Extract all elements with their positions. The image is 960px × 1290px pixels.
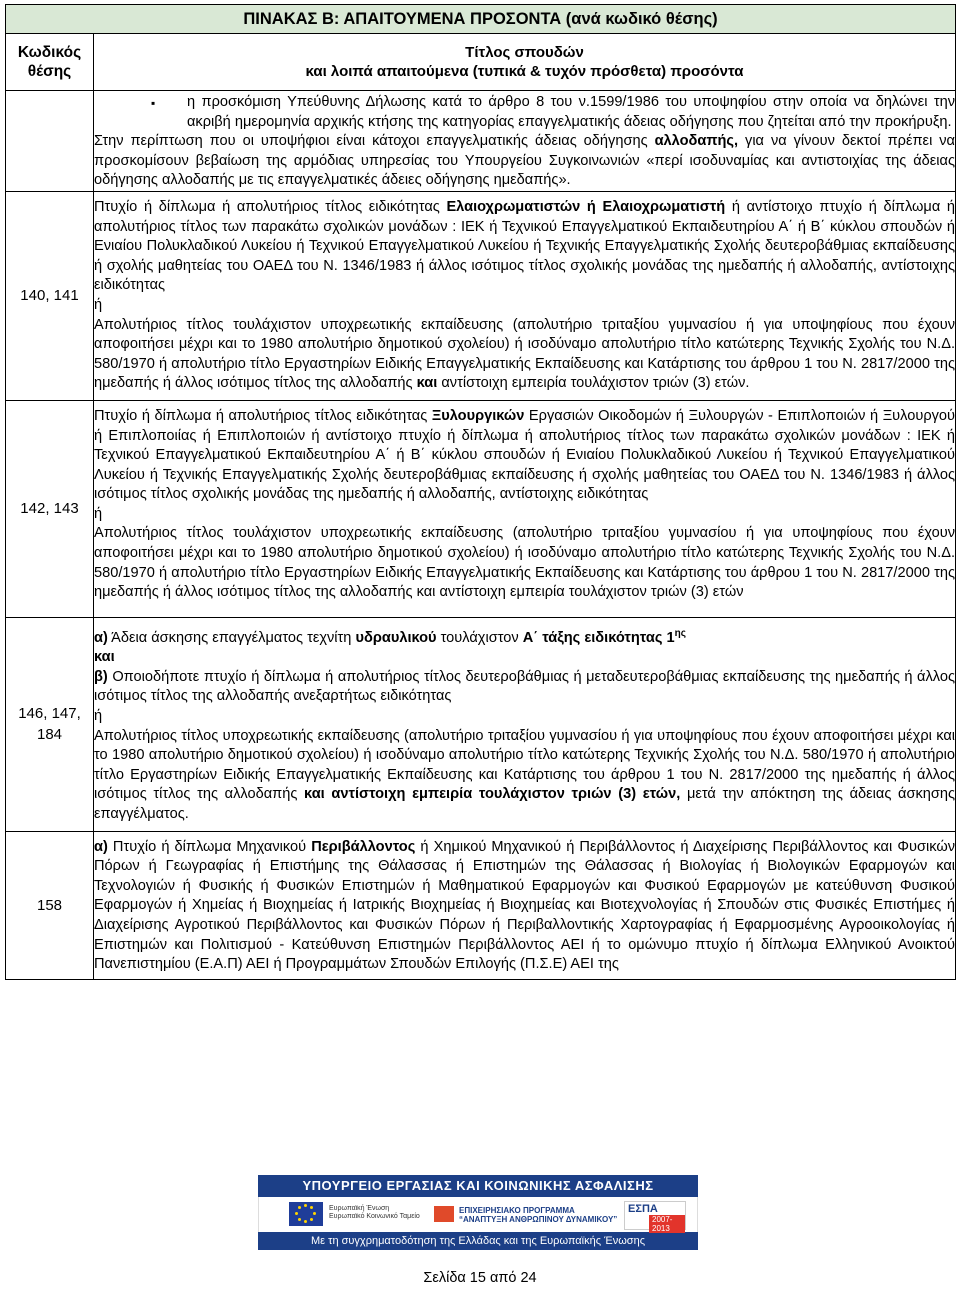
item-label: α) <box>94 838 108 855</box>
paragraph <box>94 316 955 394</box>
qualification-text <box>94 191 956 400</box>
ministry-title: ΥΠΟΥΡΓΕΙΟ ΕΡΓΑΣΙΑΣ ΚΑΙ ΚΟΙΝΩΝΙΚΗΣ ΑΣΦΑΛΙΣΗΣ <box>258 1175 698 1197</box>
paragraph <box>94 198 955 296</box>
page-number: Σελίδα 15 από 24 <box>423 1270 537 1286</box>
table-row <box>6 91 956 192</box>
header-code-line2: θέσης <box>27 63 72 80</box>
bullet-icon: ▪ <box>151 96 156 110</box>
program-label <box>459 1206 617 1224</box>
program-label-line2: “ΑΝΑΠΤΥΞΗ ΑΝΘΡΩΠΙΝΟΥ ΔΥΝΑΜΙΚΟΥ” <box>459 1215 618 1224</box>
position-code <box>6 91 94 192</box>
paragraph <box>94 132 955 191</box>
eu-label-line2: Ευρωπαϊκό Κοινωνικό Ταμείο <box>329 1213 420 1220</box>
eu-label <box>329 1205 420 1221</box>
text-span: Οποιοδήποτε πτυχίο ή δίπλωμα ή απολυτήριος τίτλος δευτεροβάθμιας ή μεταδευτεροβάθμιας εκπαίδευσης της ημεδαπής ή άλλος ισότιμος τίτλος της αλλοδαπής ανεξαρτήτως ειδικότητας <box>94 668 956 705</box>
text-span: ή αντίστοιχο πτυχίο ή δίπλωμα ή απολυτήριος τίτλος των παρακάτω σχολικών μονάδων : ΙΕΚ ή Τεχνικού Επαγγελματικού Εκπαιδευτηρίου Α΄ ή Β΄ κύκλου σπουδών ή Ενιαίου Πολυκλαδικού Λυκείου ή Τεχνικού Επαγγελματικού Λυκείου ή Τεχνικής Επαγγελματικής Σχολής δευτεροβάθμιας εκπαίδευσης ή σχολής μαθητείας του ΟΑΕΔ του Ν. 1346/1983 ή άλλος ισότιμος τίτλος σχολικής μονάδας της ημεδαπής ή αλλοδαπής, αντίστοιχης ειδικότητας <box>94 198 956 294</box>
text-span: Στην περίπτωση που οι υποψήφιοι είναι κάτοχοι επαγγελματικής άδειας οδήγησης <box>94 133 655 150</box>
item-label: α) <box>94 629 108 646</box>
text-span: Πτυχίο ή δίπλωμα Μηχανικού <box>107 838 312 855</box>
text-span: τουλάχιστον <box>436 629 523 646</box>
espa-logo <box>624 1201 686 1233</box>
paragraph <box>94 624 955 648</box>
text-span: Εργασιών Οικοδομών ή Ξυλουργών - Επιπλοποιών ή Ξυλουργού ή Επιπλοποιίας ή Επιπλοποιών ή αντίστοιχο πτυχίο ή δίπλωμα ή απολυτήριος τίτλος των παρακάτω σχολικών μονάδων : ΙΕΚ ή Τεχνικού Επαγγελματικού Εκπαιδευτηρίου Α΄ ή Β΄ κύκλου σπουδών ή Ενιαίου Πολυκλαδικού Λυκείου ή Τεχνικού Επαγγελματικού Λυκείου ή Τεχνικής Επαγγελματικής Σχολής δευτεροβάθμιας εκπαίδευσης ή σχολής μαθητείας του ΟΑΕΔ του Ν. 1346/1983 ή άλλος ισότιμος τίτλος σχολικής μονάδας της ημεδαπής ή αλλοδαπής, αντίστοιχης ειδικότητας <box>94 407 956 503</box>
text-span: Πτυχίο ή δίπλωμα ή απολυτήριος τίτλος ειδικότητας <box>94 198 447 215</box>
position-code: 142, 143 <box>6 400 94 617</box>
espa-title: ΕΣΠΑ <box>628 1203 658 1215</box>
table-header-row <box>6 34 956 91</box>
text-span: ή Χημικού Μηχανικού ή Περιβάλλοντος ή Διαχείρισης Περιβάλλοντος και Φυσικών Πόρων ή Γεωγραφίας ή Επιστήμης της Θάλασσας ή Επιστημών της Θάλασσας ή Βιολογίας ή Βιολογικών Εφαρμογών και Τεχνολογιών ή Φυσικής ή Φυσικών Επιστημών ή Μαθηματικού Εφαρμογών και Φυσικού Εφαρμογών με κατεύθυνση Φυσικού Εφαρμογών ή Χημείας ή Βιοχημείας ή Ιατρικής Βιοχημείας ή Βιοχημείας και Βιοτεχνολογίας ή Σπουδών στις Φυσικές Επιστήμες ή Διαχείρισης Αγροτικού Περιβάλλοντος και Φυσικών Πόρων ή Περιβαλλοντικής Χαρτογραφίας ή Εφαρμοσμένης Αγροοικολογίας ή Επιστημών και Πολιτισμού - Κατεύθυνση Επιστημών Περιβάλλοντος ΑΕΙ ή το ομώνυμο πτυχίο ή δίπλωμα Ελληνικού Ανοικτού Πανεπιστημίου (Ε.Α.Π) ΑΕΙ ή Προγραμμάτων Σπουδών Επιλογής (Π.Σ.Ε) ΑΕΙ της <box>94 838 956 973</box>
text-span: μετά την απόκτηση της άδειας άσκησης επαγγέλματος. <box>94 786 956 823</box>
table-title-row <box>6 5 956 34</box>
text-span: Απολυτήριος τίτλος υποχρεωτικής εκπαίδευσης (απολυτήριο τριταξίου γυμνασίου ή για υποψηφίους που έχουν αποφοιτήσει μέχρι και το 1980 απολυτήριο δημοτικού σχολείου) ή ισοδύναμο απολυτήριο τίτλο κατώτερης Τεχνικής Σχολής του Ν.Δ. 580/1970 ή απολυτήριο τίτλο Εργαστηρίων Ειδικής Επαγγελματικής Εκπαίδευσης και Κατάρτισης του άρθρου 1 του Ν. 2817/2000 της ημεδαπής ή άλλος ισότιμος τίτλος της αλλοδαπής <box>94 727 956 803</box>
qualification-text <box>94 617 956 831</box>
text-span: Άδεια άσκησης επαγγέλματος τεχνίτη <box>107 629 356 646</box>
table-row <box>6 617 956 831</box>
qualification-text <box>94 400 956 617</box>
position-code: 158 <box>6 831 94 979</box>
table-row <box>6 191 956 400</box>
paragraph: Απολυτήριος τίτλος τουλάχιστον υποχρεωτικής εκπαίδευσης (απολυτήριο τριταξίου γυμνασίου ή για υποψηφίους που έχουν αποφοιτήσει μέχρι και το 1980 απολυτήριο δημοτικού σχολείου) ή ισοδύναμο απολυτήριο τίτλο κατώτερης Τεχνικής Σχολής του Ν.Δ. 580/1970 ή απολυτήριο τίτλο Εργαστηρίων Ειδικής Επαγγελματικής Εκπαίδευσης και Κατάρτισης του άρθρου 1 του Ν. 2817/2000 της ημεδαπής ή άλλος ισότιμος τίτλος της αλλοδαπής και αντίστοιχη εμπειρία τουλάχιστον τριών (3) ετών <box>94 525 956 601</box>
text-span: αντίστοιχη εμπειρία τουλάχιστον τριών (3) ετών. <box>437 375 750 392</box>
item-label: β) <box>94 668 108 685</box>
and-separator <box>94 648 955 668</box>
text-bold: και αντίστοιχη εμπειρία τουλάχιστον τριών (3) ετών, <box>304 786 681 803</box>
qualification-text <box>94 91 956 192</box>
or-separator: ή <box>94 296 103 313</box>
text-bold: αλλοδαπής, <box>654 133 739 150</box>
bullet-text: η προσκόμιση Υπεύθυνης Δήλωσης κατά το άρθρο 8 του ν.1599/1986 του υποψηφίου στην οποία να δηλώνει την ακριβή ημερομηνία αρχικής κτήσης της κατηγορίας επαγγελματικής άδειας οδήγησης που ζητείται από την προκήρυξη. <box>187 94 956 130</box>
header-qual-line1: Τίτλος σπουδών <box>465 44 584 61</box>
or-separator: ή <box>94 505 103 522</box>
text-bold: και <box>94 649 115 666</box>
espa-years: 2007-2013 <box>649 1215 685 1233</box>
text-span: για να γίνουν δεκτοί πρέπει να προσκομίσουν βεβαίωση της αρμόδιας υπηρεσίας του Υπουργείου Συγκοινωνιών «περί ισοδυναμίας και αντιστοιχίας της άδειας οδήγησης αλλοδαπής με τις επαγγελματικές άδειες οδήγησης ημεδαπής». <box>94 133 956 189</box>
header-code-line1: Κωδικός <box>17 44 82 61</box>
sponsor-logos <box>258 1197 698 1232</box>
eu-flag-icon <box>289 1202 323 1226</box>
header-qualifications <box>94 34 956 91</box>
text-bold: Ξυλουργικών <box>431 407 525 424</box>
eu-label-line1: Ευρωπαϊκή Ένωση <box>329 1205 390 1212</box>
sponsor-banner <box>258 1175 698 1250</box>
paragraph <box>94 407 955 505</box>
paragraph <box>94 668 955 707</box>
text-span: Απολυτήριος τίτλος τουλάχιστον υποχρεωτικής εκπαίδευσης (απολυτήριο τριταξίου γυμνασίου ή για υποψηφίους που έχουν αποφοιτήσει μέχρι και το 1980 απολυτήριο δημοτικού σχολείου) ή ισοδύναμο απολυτήριο τίτλο κατώτερης Τεχνικής Σχολής του Ν.Δ. 580/1970 ή απολυτήριο τίτλο Εργαστηρίων Ειδικής Επαγγελματικής Εκπαίδευσης και Κατάρτισης του άρθρου 1 του Ν. 2817/2000 της ημεδαπής ή άλλος ισότιμος τίτλος της αλλοδαπής <box>94 316 956 392</box>
text-bold: Α΄ τάξης ειδικότητας 1 <box>522 629 675 646</box>
text-bold: Περιβάλλοντος <box>311 838 416 855</box>
text-bold: και <box>416 375 438 392</box>
or-separator: ή <box>94 708 103 725</box>
position-code: 140, 141 <box>6 191 94 400</box>
table-row <box>6 400 956 617</box>
superscript: ης <box>674 627 686 639</box>
position-code-text: 146, 147, 184 <box>18 705 81 744</box>
text-bold: Ελαιοχρωματιστών ή Ελαιοχρωματιστή <box>446 198 726 215</box>
text-span: Πτυχίο ή δίπλωμα ή απολυτήριος τίτλος ειδικότητας <box>94 407 432 424</box>
program-label-line1: ΕΠΙΧΕΙΡΗΣΙΑΚΟ ΠΡΟΓΡΑΜΜΑ <box>459 1206 575 1215</box>
qualification-text <box>94 831 956 979</box>
table-row <box>6 831 956 979</box>
header-qual-line2: και λοιπά απαιτούμενα (τυπικά & τυχόν πρόσθετα) προσόντα <box>305 63 744 80</box>
requirements-table <box>5 4 956 980</box>
table-title: ΠΙΝΑΚΑΣ Β: ΑΠΑΙΤΟΥΜΕΝΑ ΠΡΟΣΟΝΤΑ (ανά κωδικό θέσης) <box>6 5 956 34</box>
program-logo-icon <box>434 1206 454 1222</box>
cofunding-text: Με τη συγχρηματοδότηση της Ελλάδας και της Ευρωπαϊκής Ένωσης <box>258 1232 698 1250</box>
header-code <box>6 34 94 91</box>
paragraph <box>94 727 955 825</box>
paragraph <box>94 838 955 975</box>
bullet-item <box>94 93 955 132</box>
text-bold: υδραυλικού <box>355 629 437 646</box>
position-code <box>6 617 94 831</box>
